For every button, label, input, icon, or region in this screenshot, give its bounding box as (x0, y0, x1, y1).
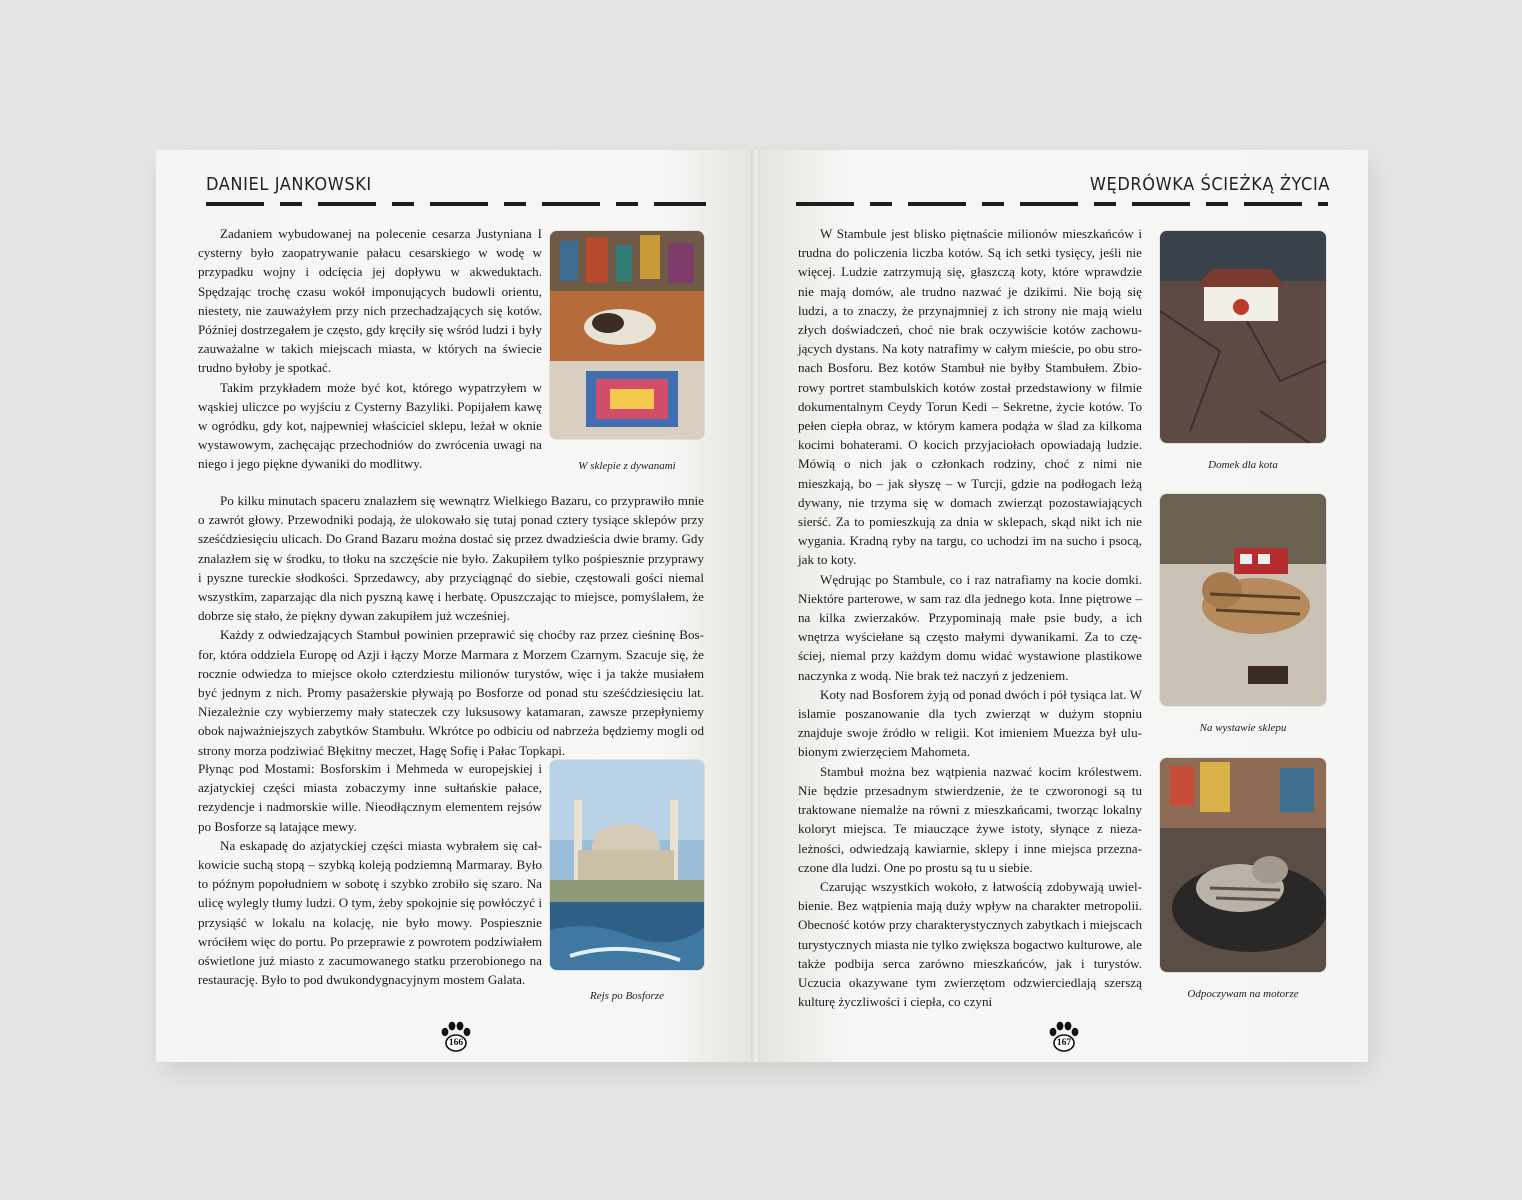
photo-cat-on-motorbike (1160, 758, 1326, 972)
caption-cat-shop-window: Na wystawie sklepu (1199, 722, 1287, 734)
right-header-rule (796, 202, 1328, 206)
left-running-header: DANIEL JANKOWSKI (206, 174, 372, 195)
right-running-header: WĘDRÓWKA ŚCIEŻKĄ ŻYCIA (1089, 174, 1330, 195)
right-paragraph: Koty nad Bosforem żyją od ponad dwóch i pół tysiąca lat. W islamie poszanowanie dla tych zwierząt w dużym stopniu znajduje swoje źródło w religii. Kot imieniem Muezza był ulubionym zwierzęciem Mahometa. (798, 686, 1142, 760)
left-text-top (198, 224, 542, 474)
page-number-text: 167 (1056, 1038, 1072, 1048)
caption-cat-house: Domek dla kota (1208, 459, 1278, 471)
right-paragraph: W Stambule jest blisko piętnaście milionów mieszkańców i trudna do policzenia liczba kotów. Są ich setki tysięcy, jeśli nie więcej. Ludzie zatrzymują się, głaszczą koty, które wprawdzie nie mają domów, ale trudno nazwać je dzikimi. Nie boją się ludzi, a to znaczy, że przynajmniej z ich strony nie mają wielu złych doświadczeń, choć nie brak oczywiście kotów zachowujących dystans. Na koty natrafimy w całym mieście, po obu stronach Bosforu. Bez kotów Stambuł nie byłby Stambułem. Zbiorowy portret stambulskich kotów został przedstawiony w filmie dokumentalnym Ceydy Torun Kedi – Sekretne, życie kotów. To pełen ciepła obraz, w którym kamera podąża w ślad za kilkoma kocimi bohaterami. O kocich przyjaciołach opowiadają ludzie. Mówią o nich jak o członkach rodziny, choć z nimi nie mieszkają, bo – jak słyszę – w Turcji, gdzie na podłogach leżą dywany, nie trzyma się w domach zwierząt pozostawiających sierść. Za to pomieszkują za dnia w sklepach, skąd nikt ich nie wygania. Kradną ryby na targu, co uchodzi im na sucho i psocą, jak to koty. (798, 226, 1142, 568)
caption-carpet-shop: W sklepie z dywanami (578, 460, 676, 472)
left-paragraph: Zadaniem wybudowanej na polecenie cesarza Justyniana I cysterny było zaopatrywanie pałacu cesarskiego w wodę w przypadku wojny i odcięcia jej dopływu w akweduktach. Spędzając trochę czasu wokół imponujących budowli orientu, niestety, nie zauważyłem przy nich przechadzających się kotów. Później dostrzegałem je często, gdy kręciły się wśród ludzi i były zauważalne w takich miejscach miasta, w których na świecie trudno byłoby je spotkać. (198, 226, 542, 376)
left-paragraph: Po kilku minutach spaceru znalazłem się wewnątrz Wielkiego Bazaru, co przyprawiło mnie o zawrót głowy. Przewodniki podają, że ulokowało się tutaj ponad cztery tysiące sklepów przy sześćdziesięciu ulicach. Do Grand Bazaru można dostać się przez dwadzieścia dwie bramy. Gdy znalazłem się w środku, to tłoku na szczęście nie było. Zakupiłem tylko pośpiesznie przyprawy i pyszne tureckie słodkości. Sprzedawcy, aby przyciągnąć do siebie, częstowali gości niemal wszystkim, zaparzając dla nich pyszną kawę i herbatę. Opuszczając to miejsce, pomyślałem, że dobrze się stało, że piękny dywan zakupiłem już wcześniej. (198, 493, 704, 624)
photo-bosphorus-cruise (550, 760, 704, 970)
caption-bosphorus-cruise: Rejs po Bosforze (590, 990, 664, 1002)
paw-icon (438, 1018, 474, 1054)
photo-cat-house (1160, 231, 1326, 443)
right-paragraph: Wędrując po Stambule, co i raz natrafiamy na kocie domki. Niektóre parterowe, w sam raz dla jednego kota. Inne piętrowe – na kilka zwierzaków. Przypominają małe psie budy, a ich wnętrza wyściełane są często małymi dywanikami. Za to częściej, niemal przy każdym domu widać wystawione plastikowe naczynka z wodą. Nie brak też naczyń z jedzeniem. (798, 571, 1142, 683)
page-number-right (1046, 1018, 1082, 1054)
left-paragraph: Na eskapadę do azjatyckiej części miasta wybrałem się całkowicie suchą stopą – szybką koleją podziemną Marmaray. Było to późnym popołudniem w sobotę i szybko zrobiło się szaro. Na ulicę wylegly tłumy ludzi. O tym, żeby spokojnie się powłóczyć i przysiąść w lokalu na kolację, nie było mowy. Pospiesznie wróciłem więc do portu. Po przeprawie z powrotem podziwiałem oświetlone już miasto z zacumowanego statku przerobionego na restaurację. Było to pod dwukondygnacyjnym mostem Galata. (198, 837, 543, 988)
photo-carpet-shop (550, 231, 704, 439)
left-paragraph: Takim przykładem może być kot, którego wypatrzyłem w wąskiej uliczce po wyjściu z Cysterny Bazyliki. Popijałem kawę w ogródku, gdy kot, najpewniej właściciel sklepu, leżał w oknie wystawowym, zachęcając przechodniów do zwrócenia uwagi na niego i jego piękne dywaniki do modlitwy. (198, 379, 542, 472)
photo-cat-shop-window (1160, 494, 1326, 706)
right-paragraph: Stambuł można bez wątpienia nazwać kocim królestwem. Nie będzie przesadnym stwierdzenie, że te czworonogi są tu traktowane niemalże na równi z mieszkańcami, tworząc lokalny koloryt miejsca. Te miauczące żywe istoty, słynące z niezależności, odwiedzają kawiarnie, sklepy i inne miejsca przeznaczone dla ludzi. One po prostu są tu u siebie. (798, 763, 1142, 875)
page-number-left (438, 1018, 474, 1054)
right-page (760, 150, 1368, 1062)
left-text-bottom (198, 759, 542, 989)
left-page (156, 150, 752, 1062)
left-paragraph: Każdy z odwiedzających Stambuł powinien przeprawić się choćby raz przez cieśninę Bosfor, która oddziela Europę od Azji i łączy Morze Marmara z Morzem Czarnym. Szacuje się, że rocznie odwiedza to miejsce około czterdziestu milionów turystów, więc i ja także musiałem być jednym z nich. Promy pasażerskie pływają po Bosforze od ponad stu sześćdziesięciu lat. Niezależnie czy wybierzemy mały stateczek czy luksusowy katamaran, zawsze przepłyniemy obok najważniejszych zabytków Stambułu. Wkrótce po odbiciu od nabrzeża będziemy mogli od strony morza podziwiać Błękitny meczet, Hagę Sofię i Pałac Topkapi. (198, 627, 704, 758)
left-paragraph: Płynąc pod Mostami: Bosforskim i Mehmeda w europejskiej i azjatyckiej części miasta zobaczymy inne sułtańskie pałace, rezydencje i nadmorskie wille. Nieodłącznym elementem rejsów po Bosforze są latające mewy. (198, 761, 542, 834)
right-text (798, 224, 1142, 1011)
caption-cat-on-motorbike: Odpoczywam na motorze (1187, 988, 1299, 1000)
paw-icon (1046, 1018, 1082, 1054)
left-header-rule (206, 202, 706, 206)
right-paragraph: Czarując wszystkich wokoło, z łatwością zdobywają uwielbienie. Bez wątpienia mają duży wpływ na charakter metropolii. Obecność kotów przy charakterystycznych zabytkach i miejscach turystycznych miasta nie tylko zwiększa bogactwo kulturowe, ale także podbija serca zarówno mieszkańców, jak i turystów. Uczucia okazywane tym zwierzętom odzwierciedlają szerszą kulturę życzliwości i ciepła, co czyni (798, 878, 1142, 1010)
page-number-text: 166 (448, 1038, 464, 1048)
left-text-full (198, 491, 704, 760)
